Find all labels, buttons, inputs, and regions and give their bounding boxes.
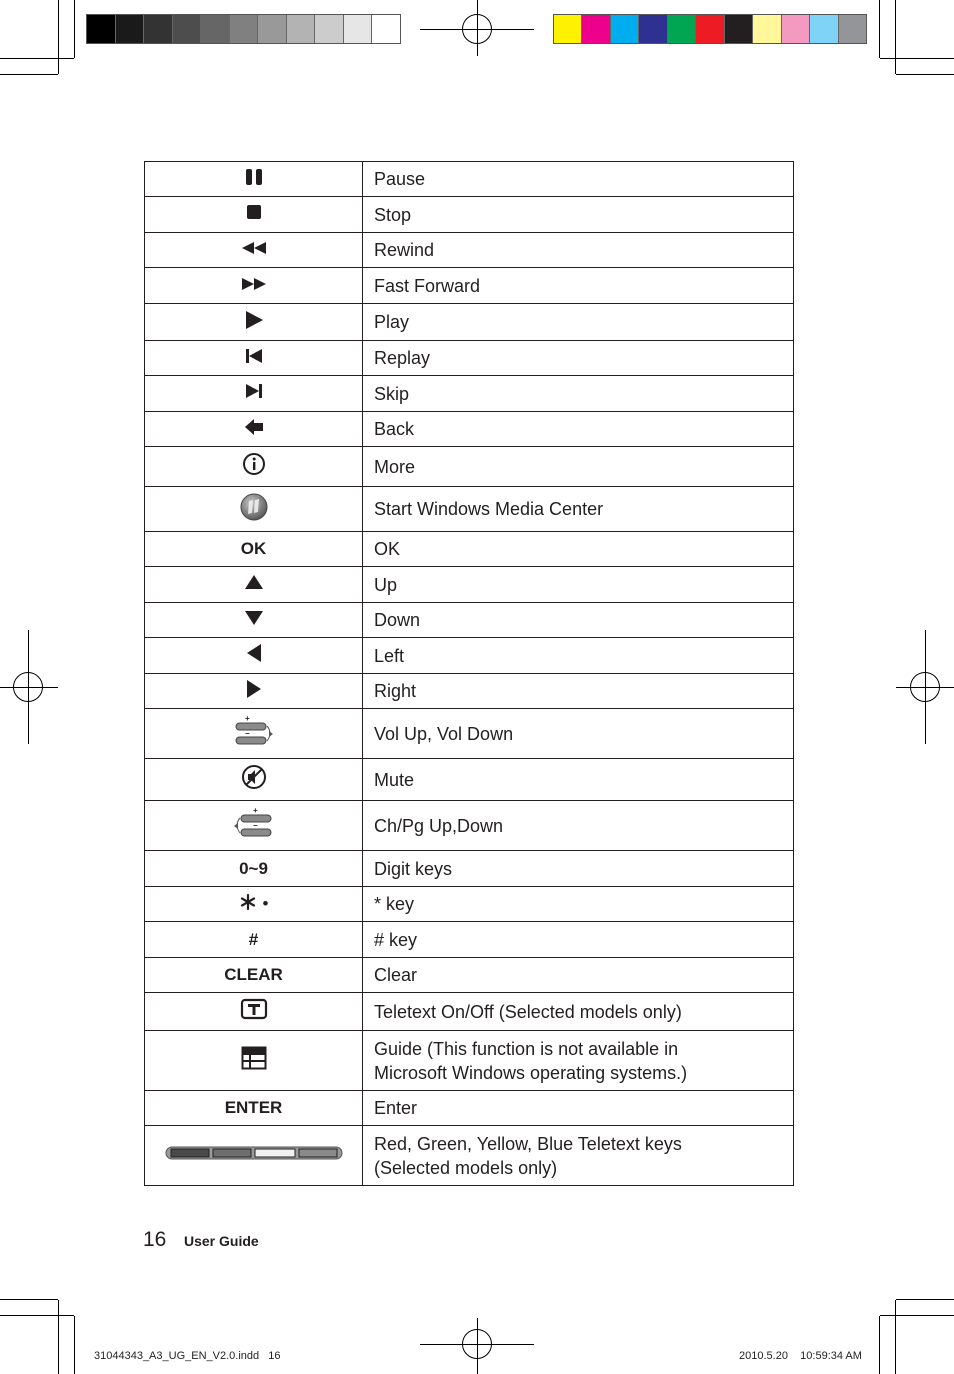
table-row xyxy=(145,958,794,993)
grayscale-calibration-bar xyxy=(86,14,401,44)
key-cell xyxy=(145,922,363,958)
left-icon xyxy=(246,643,262,668)
down-icon xyxy=(244,610,264,631)
crop-mark xyxy=(880,58,954,59)
table-row xyxy=(145,674,794,709)
key-cell xyxy=(145,759,363,801)
description-cell: # key xyxy=(363,922,794,958)
registration-target xyxy=(13,672,43,702)
color-swatch xyxy=(315,15,344,43)
crop-mark xyxy=(879,1316,880,1374)
color-swatch xyxy=(258,15,287,43)
description-cell: Teletext On/Off (Selected models only) xyxy=(363,993,794,1031)
crop-mark xyxy=(0,1299,58,1300)
up-icon xyxy=(244,574,264,595)
description-cell: Play xyxy=(363,304,794,341)
table-row xyxy=(145,341,794,376)
key-cell xyxy=(145,993,363,1031)
table-row xyxy=(145,197,794,233)
description-cell: Digit keys xyxy=(363,851,794,887)
table-row xyxy=(145,638,794,674)
table-row xyxy=(145,412,794,447)
description-cell: Guide (This function is not available in Microsoft Windows operating systems.) xyxy=(363,1031,794,1091)
key-cell xyxy=(145,958,363,993)
color-swatch xyxy=(810,15,838,43)
crop-mark xyxy=(0,58,74,59)
color-swatch xyxy=(696,15,724,43)
color-swatch xyxy=(173,15,202,43)
crop-mark xyxy=(895,0,896,74)
crop-mark xyxy=(895,1300,896,1374)
key-cell xyxy=(145,412,363,447)
key-cell xyxy=(145,532,363,567)
key-cell xyxy=(145,674,363,709)
description-cell: Back xyxy=(363,412,794,447)
teletext-color-keys-icon xyxy=(165,1145,343,1166)
footer-label: User Guide xyxy=(184,1233,259,1249)
pause-icon xyxy=(244,168,264,191)
table-row xyxy=(145,759,794,801)
table-row xyxy=(145,233,794,268)
description-cell: Stop xyxy=(363,197,794,233)
crop-mark xyxy=(896,1299,954,1300)
page-number: 16 xyxy=(143,1228,167,1251)
guide-icon xyxy=(241,1046,267,1075)
table-row xyxy=(145,487,794,532)
color-swatch xyxy=(639,15,667,43)
key-cell xyxy=(145,567,363,603)
key-cell xyxy=(145,268,363,304)
table-row xyxy=(145,709,794,759)
description-cell: More xyxy=(363,447,794,487)
svg-text:−: − xyxy=(252,821,258,830)
crop-mark xyxy=(880,1315,954,1316)
table-row xyxy=(145,993,794,1031)
key-label: ENTER xyxy=(224,1098,283,1117)
description-cell: * key xyxy=(363,887,794,922)
description-cell: Right xyxy=(363,674,794,709)
remote-key-table xyxy=(144,161,794,1186)
key-cell xyxy=(145,197,363,233)
key-cell xyxy=(145,801,363,851)
slug-timestamp: 2010.5.20 10:59:34 AM xyxy=(739,1350,862,1362)
info-icon xyxy=(242,452,266,481)
crop-mark xyxy=(0,1315,74,1316)
color-swatch xyxy=(611,15,639,43)
back-icon xyxy=(244,418,264,441)
description-cell: Red, Green, Yellow, Blue Teletext keys (Selected models only) xyxy=(363,1126,794,1186)
teletext-icon xyxy=(240,998,268,1025)
table-row xyxy=(145,376,794,412)
description-cell: Down xyxy=(363,603,794,638)
color-swatch xyxy=(87,15,116,43)
rewind-icon xyxy=(241,240,267,260)
key-label: • xyxy=(262,894,269,913)
description-cell: Rewind xyxy=(363,233,794,268)
table-row xyxy=(145,887,794,922)
table-row xyxy=(145,1091,794,1126)
crop-mark xyxy=(879,0,880,58)
svg-text:+: + xyxy=(252,806,258,815)
color-swatch xyxy=(753,15,781,43)
key-label: # xyxy=(248,929,259,949)
windows-media-center-icon xyxy=(240,493,268,526)
table-row xyxy=(145,268,794,304)
table-row xyxy=(145,1126,794,1186)
fast-forward-icon xyxy=(241,276,267,296)
description-cell: Vol Up, Vol Down xyxy=(363,709,794,759)
description-cell: Replay xyxy=(363,341,794,376)
color-swatch xyxy=(116,15,145,43)
description-cell: OK xyxy=(363,532,794,567)
description-cell: Up xyxy=(363,567,794,603)
color-swatch xyxy=(725,15,753,43)
color-swatch xyxy=(230,15,259,43)
channel-rocker-icon xyxy=(231,805,277,846)
mute-icon xyxy=(241,764,267,795)
color-swatch xyxy=(372,15,400,43)
table-row xyxy=(145,304,794,341)
skip-icon xyxy=(245,383,263,404)
table-row xyxy=(145,567,794,603)
crop-mark xyxy=(74,1316,75,1374)
key-cell xyxy=(145,487,363,532)
table-row xyxy=(145,162,794,197)
slug-filename: 31044343_A3_UG_EN_V2.0.indd 16 xyxy=(94,1350,281,1362)
svg-text:−: − xyxy=(244,729,250,738)
description-cell: Enter xyxy=(363,1091,794,1126)
key-cell xyxy=(145,447,363,487)
table-row xyxy=(145,603,794,638)
key-cell xyxy=(145,1126,363,1186)
registration-target xyxy=(462,1329,492,1359)
color-swatch xyxy=(582,15,610,43)
description-cell: Fast Forward xyxy=(363,268,794,304)
key-cell xyxy=(145,1031,363,1091)
crop-mark xyxy=(58,1300,59,1374)
crop-mark xyxy=(896,74,954,75)
color-swatch xyxy=(201,15,230,43)
color-calibration-bar xyxy=(553,14,867,44)
table-row xyxy=(145,532,794,567)
color-swatch xyxy=(668,15,696,43)
key-cell xyxy=(145,304,363,341)
color-swatch xyxy=(554,15,582,43)
description-cell: Ch/Pg Up,Down xyxy=(363,801,794,851)
key-cell xyxy=(145,341,363,376)
key-cell xyxy=(145,887,363,922)
registration-target xyxy=(462,14,492,44)
table-row xyxy=(145,447,794,487)
right-icon xyxy=(246,679,262,704)
table-row xyxy=(145,922,794,958)
description-cell: Start Windows Media Center xyxy=(363,487,794,532)
volume-rocker-icon xyxy=(231,713,277,754)
color-swatch xyxy=(144,15,173,43)
crop-mark xyxy=(0,74,58,75)
description-cell: Skip xyxy=(363,376,794,412)
crop-mark xyxy=(74,0,75,58)
key-cell xyxy=(145,376,363,412)
table-row xyxy=(145,851,794,887)
replay-icon xyxy=(245,348,263,369)
color-swatch xyxy=(287,15,316,43)
registration-target xyxy=(910,672,940,702)
description-cell: Left xyxy=(363,638,794,674)
key-cell xyxy=(145,851,363,887)
crop-mark xyxy=(58,0,59,74)
color-swatch xyxy=(839,15,866,43)
color-swatch xyxy=(344,15,373,43)
key-label: 0~9 xyxy=(239,858,268,878)
play-icon xyxy=(244,310,264,335)
color-swatch xyxy=(782,15,810,43)
key-cell xyxy=(145,1091,363,1126)
stop-icon xyxy=(246,204,262,225)
key-cell xyxy=(145,638,363,674)
description-cell: Clear xyxy=(363,958,794,993)
star-icon xyxy=(239,893,257,916)
description-cell: Mute xyxy=(363,759,794,801)
key-cell xyxy=(145,162,363,197)
table-row xyxy=(145,801,794,851)
table-row xyxy=(145,1031,794,1091)
key-cell xyxy=(145,603,363,638)
svg-text:+: + xyxy=(244,714,250,723)
key-label: OK xyxy=(240,539,267,558)
key-label: CLEAR xyxy=(224,965,283,984)
key-cell xyxy=(145,709,363,759)
description-cell: Pause xyxy=(363,162,794,197)
key-cell xyxy=(145,233,363,268)
